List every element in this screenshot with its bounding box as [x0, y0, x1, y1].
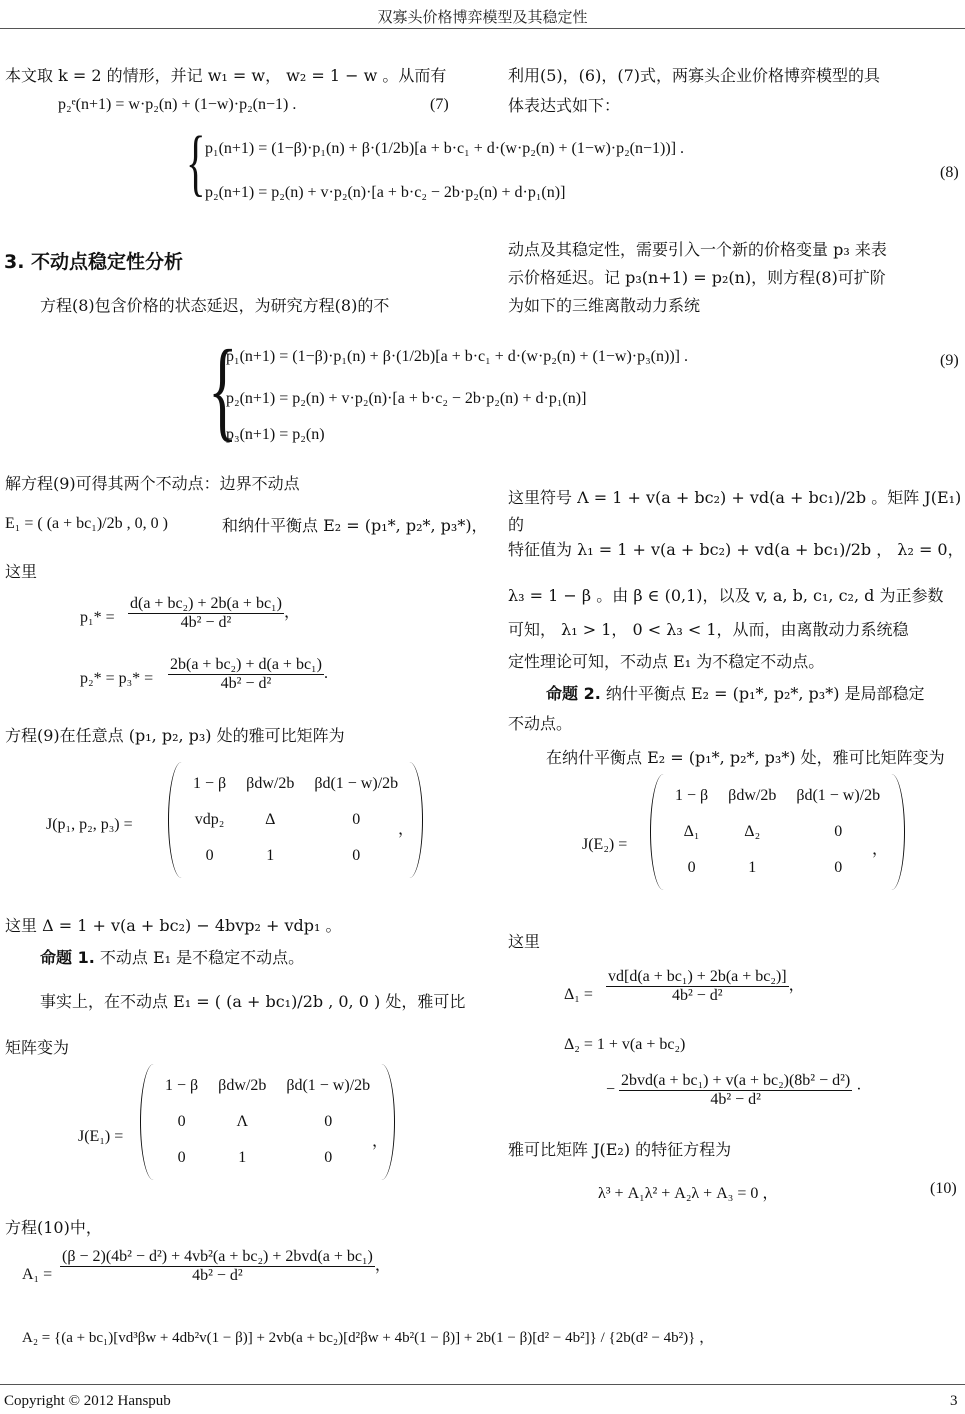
p2-star-lhs: p₂* = p₃* =	[80, 670, 154, 687]
left-para-3: 解方程(9)可得其两个不动点：边界不动点	[5, 474, 300, 493]
jacobian-E1-cell: 0	[177, 1113, 186, 1130]
jacobian-E1-matrix	[140, 1064, 395, 1184]
jacobian-E2-cell: Δ₂	[744, 823, 761, 840]
left-para-2: 方程(8)包含价格的状态延迟，为研究方程(8)的不	[40, 296, 390, 315]
p2-star-numerator: 2b(a + bc₂) + d(a + bc₁)	[170, 656, 322, 673]
fixed-point-E1: E₁ = ( (a + bc₁)/2b , 0, 0 )	[5, 515, 168, 532]
p2-star-fraction: $\frac{\text{2b(a + bc₂) + d(a + bc₁)}}{\text{4b² − d²}}$ .	[170, 656, 328, 692]
equation-10: λ³ + A₁λ² + A₂λ + A₃ = 0 ，	[598, 1185, 779, 1202]
delta-definition: 这里 Δ = 1 + v(a + bc₂) − 4bvp₂ + vdp₁ 。	[5, 916, 342, 935]
jacobian-E1-cell: 0	[324, 1113, 333, 1130]
p1-star-denominator: 4b² − d²	[180, 614, 232, 631]
jacobian-E2-row	[665, 814, 890, 850]
delta1-fraction: $\frac{\text{vd[d(a + bc₁) + 2b(a + bc₂)]}}{\text{4b² − d²}}$ ，	[608, 968, 805, 1004]
left-para-4: 方程(9)在任意点 (p₁, p₂, p₃) 处的雅可比矩阵为	[5, 726, 345, 745]
jacobian-E1-cell: 0	[177, 1149, 186, 1166]
jacobian-general-cell: 0	[352, 811, 361, 828]
page-number: 3	[950, 1393, 958, 1409]
equation-9-row-1: p₁(n+1) = (1−β)·p₁(n) + β·(1/2b)[a + b·c₁ + d·(w·p₂(n) + (1−w)·p₃(n))] .	[226, 348, 688, 365]
footer-rule	[0, 1384, 965, 1385]
right-para-9: 可知， λ₁ > 1， 0 < λ₃ < 1，从而，由离散动力系统稳	[508, 620, 909, 639]
proposition-1-label: 命题 1.	[40, 948, 95, 967]
jacobian-E2-cell: 1 − β	[675, 787, 709, 804]
jacobian-E2-row	[665, 850, 890, 886]
right-para-6: 这里符号 Λ = 1 + v(a + bc₂) + vd(a + bc₁)/2b 。矩阵 J(E₁) 的	[508, 488, 962, 534]
A1-fraction: $\frac{\text{(β − 2)(4b² − d²) + 4vb²(a + bc₂) + 2bvd(a + bc₁)}}{\text{4b² − d²}}$ ，	[62, 1248, 391, 1284]
proposition-1-text: 不动点 E₁ 是不稳定不动点。	[94, 948, 305, 967]
jacobian-general-cell: βd(1 − w)/2b	[314, 775, 399, 792]
p1-star-numerator: d(a + bc₂) + 2b(a + bc₁)	[130, 595, 282, 612]
jacobian-E1-cell: 1 − β	[165, 1077, 199, 1094]
right-para-5: 为如下的三维离散动力系统	[508, 296, 701, 315]
nash-point-E2: 和纳什平衡点 E₂ = (p₁*, p₂*, p₃*)，	[222, 516, 488, 535]
left-para-7: 方程(10)中，	[5, 1218, 102, 1237]
right-para-11: 不动点。	[508, 714, 573, 733]
proposition-1	[40, 944, 304, 971]
jacobian-E1-cell: 1	[238, 1149, 247, 1166]
delta2-line-1: Δ₂ = 1 + v(a + bc₂)	[564, 1036, 686, 1053]
jacobian-E2-cell: βd(1 − w)/2b	[796, 787, 881, 804]
delta2-numerator: 2bvd(a + bc₁) + v(a + bc₂)(8b² − d²)	[621, 1072, 851, 1089]
jacobian-E1-row	[155, 1140, 380, 1176]
jacobian-general-cell: vdp₂	[194, 811, 225, 828]
proposition-2-label: 命题 2.	[546, 684, 601, 703]
jacobian-general-row	[183, 766, 408, 802]
jacobian-E2-matrix	[650, 774, 905, 894]
jacobian-E1-comma: ，	[372, 1133, 389, 1150]
jacobian-E2-cell: 0	[834, 823, 843, 840]
right-para-4: 示价格延迟。记 p₃(n+1) = p₂(n)，则方程(8)可扩阶	[508, 268, 886, 287]
right-para-10: 定性理论可知，不动点 E₁ 为不稳定不动点。	[508, 652, 825, 671]
jacobian-E2-cell: 1	[748, 859, 757, 876]
jacobian-E2-lhs: J(E₂) =	[582, 836, 628, 853]
jacobian-E1-cell: βdw/2b	[218, 1077, 267, 1094]
equation-9-brace: {	[208, 328, 238, 452]
jacobian-E1-cell: Λ	[236, 1113, 249, 1130]
delta2-denominator: 4b² − d²	[710, 1091, 761, 1108]
jacobian-general-cell: 1 − β	[193, 775, 227, 792]
jacobian-general-row	[183, 838, 408, 874]
jacobian-general-cell: βdw/2b	[246, 775, 295, 792]
left-para-6b: 矩阵变为	[5, 1038, 70, 1057]
equation-9-row-3: p₃(n+1) = p₂(n)	[226, 426, 325, 443]
header-rule	[0, 28, 965, 29]
jacobian-general-cell: 1	[266, 847, 275, 864]
section-heading: 3. 不动点稳定性分析	[4, 251, 184, 273]
jacobian-E2-comma: ，	[872, 841, 889, 858]
right-para-3: 动点及其稳定性，需要引入一个新的价格变量 p₃ 来表	[508, 240, 887, 259]
equation-8-row-1: p₁(n+1) = (1−β)·p₁(n) + β·(1/2b)[a + b·c₁ + d·(w·p₂(n) + (1−w)·p₂(n−1))] .	[205, 140, 685, 157]
jacobian-general-cell: 0	[352, 847, 361, 864]
A1-denominator: 4b² − d²	[192, 1267, 243, 1284]
right-para-2: 体表达式如下：	[508, 96, 621, 115]
equation-7: p₂ᵉ(n+1) = w·p₂(n) + (1−w)·p₂(n−1) .	[58, 96, 297, 113]
right-para-8: λ₃ = 1 − β 。由 β ∈ (0,1)，以及 v, a, b, c₁, c₂, d 为正参数	[508, 586, 944, 605]
A1-numerator: (β − 2)(4b² − d²) + 4vb²(a + bc₂) + 2bvd(a + bc₁)	[62, 1248, 373, 1265]
equation-9-number: (9)	[940, 352, 959, 369]
delta1-lhs: Δ₁ =	[564, 986, 593, 1003]
jacobian-E1-lhs: J(E₁) =	[78, 1128, 124, 1145]
jacobian-general-cell: 0	[205, 847, 214, 864]
delta2-fraction: − $\frac{\text{2bvd(a + bc₁) + v(a + bc₂)(8b² − d²)}}{\text{4b² − d²}}$ ·	[606, 1072, 862, 1108]
right-para-1: 利用(5)，(6)，(7)式，两寡头企业价格博弈模型的具	[508, 66, 880, 85]
proposition-2	[546, 680, 925, 707]
left-para-1: 本文取 k = 2 的情形，并记 w₁ = w， w₂ = 1 − w 。从而有	[5, 66, 447, 85]
jacobian-E1-row	[155, 1104, 380, 1140]
left-here-1: 这里	[5, 562, 38, 581]
jacobian-general-matrix	[168, 762, 423, 882]
footer-copyright: Copyright © 2012 Hanspub	[4, 1393, 171, 1409]
delta1-denominator: 4b² − d²	[671, 987, 723, 1004]
equation-8-number: (8)	[940, 164, 959, 181]
jacobian-E2-cell: 0	[834, 859, 843, 876]
jacobian-general-row	[183, 802, 408, 838]
jacobian-E2-cell: βdw/2b	[728, 787, 777, 804]
A1-lhs: A₁ =	[22, 1266, 53, 1283]
jacobian-E1-row	[155, 1068, 380, 1104]
running-header: 双寡头价格博弈模型及其稳定性	[377, 8, 588, 26]
equation-9-row-2: p₂(n+1) = p₂(n) + v·p₂(n)·[a + b·c₂ − 2b·p₂(n) + d·p₁(n)]	[226, 390, 587, 407]
right-para-14: 雅可比矩阵 J(E₂) 的特征方程为	[508, 1140, 732, 1159]
p2-star-denominator: 4b² − d²	[220, 675, 272, 692]
proposition-2-text: 纳什平衡点 E₂ = (p₁*, p₂*, p₃*) 是局部稳定	[600, 684, 925, 703]
jacobian-general-comma: ，	[398, 821, 415, 838]
equation-8-brace: {	[186, 122, 206, 204]
jacobian-E1-cell: βd(1 − w)/2b	[286, 1077, 371, 1094]
jacobian-E2-row	[665, 778, 890, 814]
jacobian-E2-cell: Δ₁	[683, 823, 700, 840]
right-para-7: 特征值为 λ₁ = 1 + v(a + bc₂) + vd(a + bc₁)/2b ， λ₂ = 0，	[508, 540, 964, 559]
jacobian-general-lhs: J(p₁, p₂, p₃) =	[46, 816, 133, 833]
equation-8-row-2: p₂(n+1) = p₂(n) + v·p₂(n)·[a + b·c₂ − 2b·p₂(n) + d·p₁(n)]	[205, 184, 566, 201]
equation-7-number: (7)	[430, 96, 449, 113]
p1-star-lhs: p₁* =	[80, 609, 115, 626]
p1-star-fraction: $\frac{\text{d(a + bc₂) + 2b(a + bc₁)}}{\text{4b² − d²}}$ ，	[130, 595, 300, 631]
jacobian-general-cell: Δ	[265, 811, 276, 828]
jacobian-E2-cell: 0	[687, 859, 696, 876]
delta1-numerator: vd[d(a + bc₁) + 2b(a + bc₂)]	[608, 968, 787, 985]
A2-equation: A₂ = {(a + bc₁)[vd³βw + 4db²v(1 − β)] + 2vb(a + bc₂)[d²βw + 4b²(1 − β)] + 2b(1 − β)[d² − 4b²]} / {2b(d² − 4b²)} ，	[22, 1330, 715, 1346]
equation-10-number: (10)	[930, 1180, 957, 1197]
right-here: 这里	[508, 932, 541, 951]
right-para-12: 在纳什平衡点 E₂ = (p₁*, p₂*, p₃*) 处，雅可比矩阵变为	[546, 748, 945, 767]
left-para-6: 事实上，在不动点 E₁ = ( (a + bc₁)/2b , 0, 0 ) 处，雅可比	[40, 992, 466, 1011]
jacobian-E1-cell: 0	[324, 1149, 333, 1166]
